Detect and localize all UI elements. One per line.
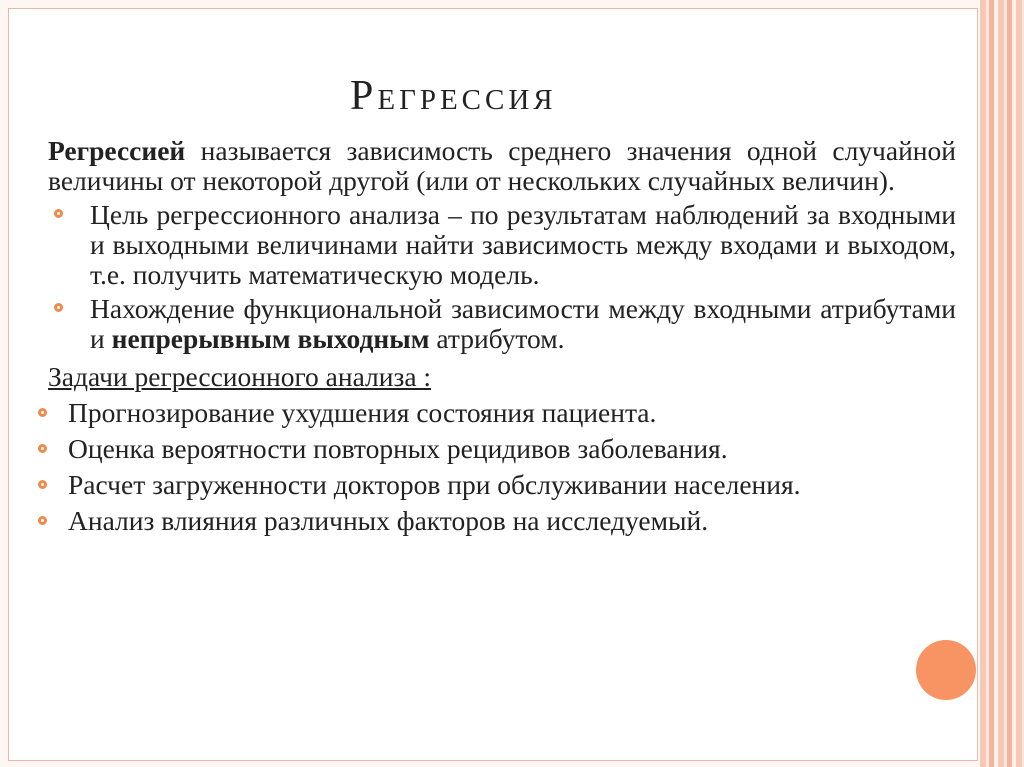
bullet-icon bbox=[38, 480, 47, 489]
bullet-icon bbox=[38, 516, 47, 525]
bullet-icon bbox=[54, 209, 63, 218]
intro-text: называется зависимость среднего значения одной случайной величины от некоторой другой (или от нескольких случайных величин). bbox=[48, 135, 956, 196]
bullet-icon bbox=[38, 444, 47, 453]
list-item: Расчет загруженности докторов при обслуживании населения. bbox=[48, 470, 956, 500]
bullet-icon bbox=[54, 303, 63, 312]
decorative-circle bbox=[916, 640, 976, 700]
intro-term: Регрессией bbox=[48, 135, 186, 166]
intro-paragraph bbox=[48, 136, 956, 196]
list-item: Цель регрессионного анализа – по результатам наблюдений за входными и выходными величинами найти зависимость между входами и выходом, т.е. получить математическую модель. bbox=[48, 200, 956, 290]
decorative-stripes bbox=[980, 0, 1024, 767]
list-item: Анализ влияния различных факторов на исследуемый. bbox=[48, 506, 956, 536]
tasks-heading: Задачи регрессионного анализа : bbox=[48, 361, 432, 392]
list-item: Нахождение функциональной зависимости между входными атрибутами и непрерывным выходным атрибутом. bbox=[48, 294, 956, 354]
list-item: Прогнозирование ухудшения состояния пациента. bbox=[48, 398, 956, 428]
points-list bbox=[48, 200, 956, 354]
tasks-list bbox=[48, 398, 956, 536]
slide-title: Регрессия bbox=[350, 73, 557, 119]
bullet-icon bbox=[38, 408, 47, 417]
list-item: Оценка вероятности повторных рецидивов заболевания. bbox=[48, 434, 956, 464]
slide-content bbox=[48, 136, 956, 536]
